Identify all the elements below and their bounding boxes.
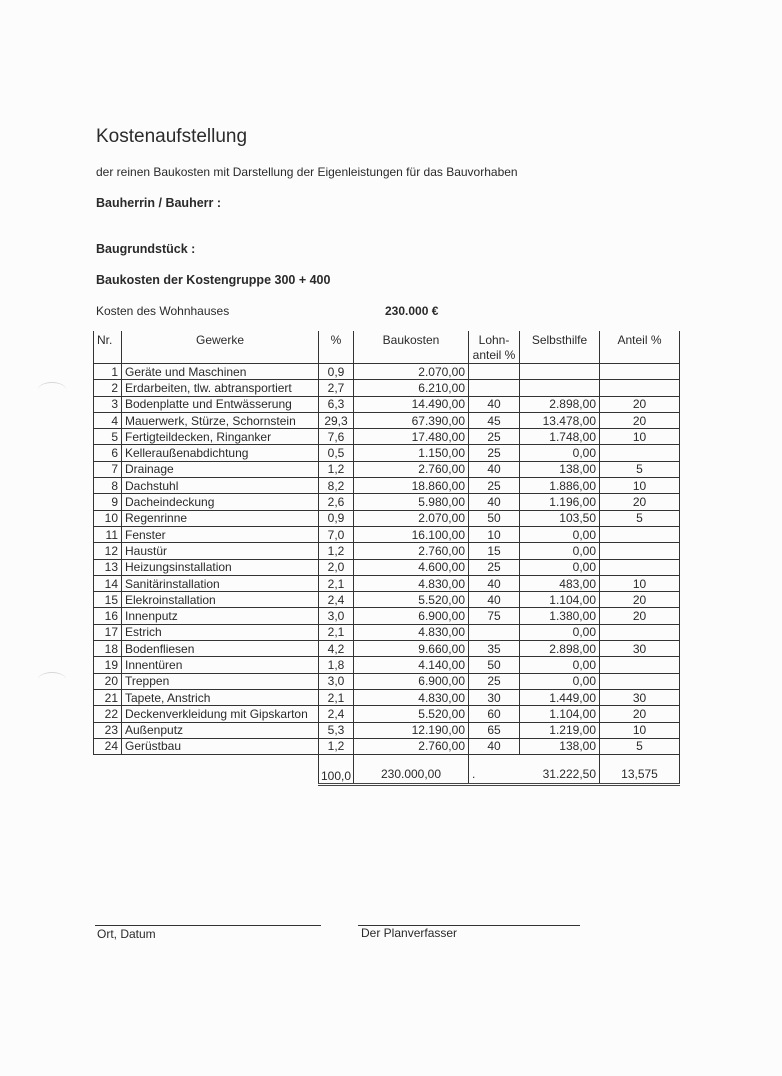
row-gewerk: Fertigteildecken, Ringanker bbox=[122, 429, 319, 445]
row-anteil: 20 bbox=[600, 592, 680, 608]
row-selbsthilfe: 1.104,00 bbox=[520, 592, 600, 608]
table-row bbox=[94, 429, 680, 445]
signature-label-planner: Der Planverfasser bbox=[361, 926, 458, 940]
table-body bbox=[94, 364, 680, 755]
row-baukosten: 9.660,00 bbox=[354, 641, 469, 657]
row-nr: 14 bbox=[94, 575, 122, 591]
row-anteil bbox=[600, 445, 680, 461]
row-lohnanteil: 25 bbox=[469, 429, 520, 445]
row-baukosten: 5.520,00 bbox=[354, 706, 469, 722]
row-gewerk: Gerüstbau bbox=[122, 738, 319, 754]
table-row bbox=[94, 494, 680, 510]
row-pct: 2,1 bbox=[319, 575, 354, 591]
row-pct: 0,5 bbox=[319, 445, 354, 461]
row-lohnanteil: 40 bbox=[469, 494, 520, 510]
row-lohnanteil: 40 bbox=[469, 461, 520, 477]
row-lohnanteil: 65 bbox=[469, 722, 520, 738]
row-baukosten: 67.390,00 bbox=[354, 412, 469, 428]
row-selbsthilfe: 1.886,00 bbox=[520, 478, 600, 494]
row-gewerk: Dacheindeckung bbox=[122, 494, 319, 510]
row-pct: 2,1 bbox=[319, 624, 354, 640]
row-gewerk: Haustür bbox=[122, 543, 319, 559]
row-gewerk: Drainage bbox=[122, 461, 319, 477]
table-row bbox=[94, 689, 680, 705]
row-nr: 4 bbox=[94, 412, 122, 428]
punch-hole-mark bbox=[38, 382, 66, 397]
header-lohnanteil: Lohn- anteil % bbox=[469, 331, 520, 364]
total-baukosten: 230.000,00 bbox=[354, 755, 469, 785]
row-anteil bbox=[600, 673, 680, 689]
row-nr: 10 bbox=[94, 510, 122, 526]
row-pct: 2,4 bbox=[319, 706, 354, 722]
row-pct: 6,3 bbox=[319, 396, 354, 412]
row-baukosten: 5.520,00 bbox=[354, 592, 469, 608]
total-anteil: 13,575 bbox=[600, 755, 680, 785]
house-cost-label: Kosten des Wohnhauses bbox=[96, 304, 230, 318]
row-nr: 22 bbox=[94, 706, 122, 722]
table-row bbox=[94, 722, 680, 738]
row-selbsthilfe: 2.898,00 bbox=[520, 641, 600, 657]
row-anteil bbox=[600, 543, 680, 559]
row-selbsthilfe: 1.219,00 bbox=[520, 722, 600, 738]
row-anteil: 5 bbox=[600, 510, 680, 526]
row-selbsthilfe: 0,00 bbox=[520, 526, 600, 542]
row-selbsthilfe: 1.449,00 bbox=[520, 689, 600, 705]
table-row bbox=[94, 396, 680, 412]
row-gewerk: Kelleraußenabdichtung bbox=[122, 445, 319, 461]
row-baukosten: 4.140,00 bbox=[354, 657, 469, 673]
signature-label-place-date: Ort, Datum bbox=[97, 927, 156, 941]
row-nr: 20 bbox=[94, 673, 122, 689]
table-row bbox=[94, 559, 680, 575]
header-pct: % bbox=[319, 331, 354, 364]
row-selbsthilfe: 0,00 bbox=[520, 657, 600, 673]
row-selbsthilfe: 483,00 bbox=[520, 575, 600, 591]
row-lohnanteil: 40 bbox=[469, 592, 520, 608]
row-selbsthilfe: 138,00 bbox=[520, 738, 600, 754]
row-anteil: 20 bbox=[600, 706, 680, 722]
row-baukosten: 2.760,00 bbox=[354, 543, 469, 559]
row-pct: 2,0 bbox=[319, 559, 354, 575]
row-anteil: 10 bbox=[600, 722, 680, 738]
row-nr: 2 bbox=[94, 380, 122, 396]
row-lohnanteil: 25 bbox=[469, 478, 520, 494]
header-gewerke: Gewerke bbox=[122, 331, 319, 364]
row-gewerk: Bodenplatte und Entwässerung bbox=[122, 396, 319, 412]
row-anteil: 5 bbox=[600, 738, 680, 754]
row-lohnanteil: 15 bbox=[469, 543, 520, 559]
row-nr: 7 bbox=[94, 461, 122, 477]
row-baukosten: 1.150,00 bbox=[354, 445, 469, 461]
row-pct: 2,7 bbox=[319, 380, 354, 396]
row-baukosten: 12.190,00 bbox=[354, 722, 469, 738]
row-nr: 3 bbox=[94, 396, 122, 412]
header-anteil: Anteil % bbox=[600, 331, 680, 364]
row-pct: 3,0 bbox=[319, 673, 354, 689]
row-baukosten: 18.860,00 bbox=[354, 478, 469, 494]
table-row bbox=[94, 364, 680, 380]
row-selbsthilfe: 138,00 bbox=[520, 461, 600, 477]
row-selbsthilfe: 0,00 bbox=[520, 559, 600, 575]
cost-table bbox=[93, 331, 680, 786]
cost-group-label: Baukosten der Kostengruppe 300 + 400 bbox=[96, 273, 331, 287]
row-anteil: 30 bbox=[600, 689, 680, 705]
row-nr: 24 bbox=[94, 738, 122, 754]
row-nr: 12 bbox=[94, 543, 122, 559]
row-lohnanteil: 45 bbox=[469, 412, 520, 428]
table-row bbox=[94, 706, 680, 722]
row-baukosten: 16.100,00 bbox=[354, 526, 469, 542]
table-row bbox=[94, 575, 680, 591]
row-pct: 1,2 bbox=[319, 738, 354, 754]
row-nr: 15 bbox=[94, 592, 122, 608]
row-gewerk: Dachstuhl bbox=[122, 478, 319, 494]
document-title: Kostenaufstellung bbox=[96, 126, 248, 147]
table-row bbox=[94, 510, 680, 526]
row-pct: 0,9 bbox=[319, 364, 354, 380]
row-gewerk: Heizungsinstallation bbox=[122, 559, 319, 575]
row-gewerk: Mauerwerk, Stürze, Schornstein bbox=[122, 412, 319, 428]
row-pct: 1,8 bbox=[319, 657, 354, 673]
row-pct: 1,2 bbox=[319, 461, 354, 477]
row-lohnanteil: 60 bbox=[469, 706, 520, 722]
signature-line-left bbox=[95, 925, 321, 926]
row-gewerk: Treppen bbox=[122, 673, 319, 689]
row-pct: 7,0 bbox=[319, 526, 354, 542]
row-lohnanteil: 75 bbox=[469, 608, 520, 624]
header-baukosten: Baukosten bbox=[354, 331, 469, 364]
row-pct: 4,2 bbox=[319, 641, 354, 657]
table-row bbox=[94, 657, 680, 673]
row-lohnanteil: 50 bbox=[469, 657, 520, 673]
row-anteil: 20 bbox=[600, 494, 680, 510]
row-nr: 11 bbox=[94, 526, 122, 542]
punch-hole-mark bbox=[38, 672, 66, 687]
row-pct: 1,2 bbox=[319, 543, 354, 559]
row-nr: 17 bbox=[94, 624, 122, 640]
row-pct: 29,3 bbox=[319, 412, 354, 428]
row-lohnanteil: 25 bbox=[469, 673, 520, 689]
row-selbsthilfe bbox=[520, 380, 600, 396]
row-lohnanteil bbox=[469, 380, 520, 396]
row-gewerk: Regenrinne bbox=[122, 510, 319, 526]
row-pct: 8,2 bbox=[319, 478, 354, 494]
row-lohnanteil: 40 bbox=[469, 738, 520, 754]
row-lohnanteil: 25 bbox=[469, 445, 520, 461]
row-lohnanteil: 30 bbox=[469, 689, 520, 705]
row-lohnanteil bbox=[469, 364, 520, 380]
row-baukosten: 2.760,00 bbox=[354, 738, 469, 754]
row-selbsthilfe: 2.898,00 bbox=[520, 396, 600, 412]
row-pct: 0,9 bbox=[319, 510, 354, 526]
row-anteil bbox=[600, 657, 680, 673]
row-baukosten: 4.830,00 bbox=[354, 689, 469, 705]
row-lohnanteil: 25 bbox=[469, 559, 520, 575]
row-baukosten: 4.830,00 bbox=[354, 624, 469, 640]
row-baukosten: 4.600,00 bbox=[354, 559, 469, 575]
row-nr: 5 bbox=[94, 429, 122, 445]
row-nr: 9 bbox=[94, 494, 122, 510]
table-row bbox=[94, 461, 680, 477]
table-header-row bbox=[94, 331, 680, 364]
header-selbsthilfe: Selbsthilfe bbox=[520, 331, 600, 364]
row-pct: 7,6 bbox=[319, 429, 354, 445]
total-selbsthilfe: 31.222,50 bbox=[520, 755, 600, 785]
row-baukosten: 6.900,00 bbox=[354, 673, 469, 689]
row-nr: 16 bbox=[94, 608, 122, 624]
row-anteil: 10 bbox=[600, 575, 680, 591]
row-lohnanteil: 10 bbox=[469, 526, 520, 542]
row-anteil: 5 bbox=[600, 461, 680, 477]
row-pct: 2,6 bbox=[319, 494, 354, 510]
row-selbsthilfe: 1.380,00 bbox=[520, 608, 600, 624]
row-gewerk: Tapete, Anstrich bbox=[122, 689, 319, 705]
row-selbsthilfe: 1.196,00 bbox=[520, 494, 600, 510]
row-anteil bbox=[600, 526, 680, 542]
row-lohnanteil bbox=[469, 624, 520, 640]
table-row bbox=[94, 526, 680, 542]
row-pct: 3,0 bbox=[319, 608, 354, 624]
document-subtitle: der reinen Baukosten mit Darstellung der Eigenleistungen für das Bauvorhaben bbox=[96, 165, 518, 179]
row-baukosten: 5.980,00 bbox=[354, 494, 469, 510]
house-cost-value: 230.000 € bbox=[385, 304, 439, 318]
row-gewerk: Bodenfliesen bbox=[122, 641, 319, 657]
row-selbsthilfe: 0,00 bbox=[520, 624, 600, 640]
row-anteil bbox=[600, 624, 680, 640]
row-pct: 5,3 bbox=[319, 722, 354, 738]
row-gewerk: Elekroinstallation bbox=[122, 592, 319, 608]
row-baukosten: 2.070,00 bbox=[354, 510, 469, 526]
row-selbsthilfe: 0,00 bbox=[520, 543, 600, 559]
row-selbsthilfe: 1.104,00 bbox=[520, 706, 600, 722]
row-anteil: 20 bbox=[600, 396, 680, 412]
row-anteil bbox=[600, 380, 680, 396]
total-lohn: . bbox=[469, 755, 520, 785]
table-row bbox=[94, 445, 680, 461]
row-anteil: 10 bbox=[600, 478, 680, 494]
table-row bbox=[94, 478, 680, 494]
table-row bbox=[94, 608, 680, 624]
row-lohnanteil: 50 bbox=[469, 510, 520, 526]
row-anteil: 10 bbox=[600, 429, 680, 445]
row-gewerk: Innenputz bbox=[122, 608, 319, 624]
table-row bbox=[94, 641, 680, 657]
row-baukosten: 14.490,00 bbox=[354, 396, 469, 412]
row-gewerk: Geräte und Maschinen bbox=[122, 364, 319, 380]
row-anteil bbox=[600, 364, 680, 380]
row-anteil: 20 bbox=[600, 412, 680, 428]
table-row bbox=[94, 380, 680, 396]
plot-label: Baugrundstück : bbox=[96, 242, 196, 256]
total-pct: 100,0 bbox=[319, 755, 354, 785]
table-row bbox=[94, 592, 680, 608]
row-gewerk: Estrich bbox=[122, 624, 319, 640]
row-nr: 18 bbox=[94, 641, 122, 657]
row-pct: 2,1 bbox=[319, 689, 354, 705]
table-row bbox=[94, 543, 680, 559]
row-baukosten: 2.760,00 bbox=[354, 461, 469, 477]
row-selbsthilfe: 103,50 bbox=[520, 510, 600, 526]
row-anteil: 20 bbox=[600, 608, 680, 624]
row-baukosten: 17.480,00 bbox=[354, 429, 469, 445]
row-lohnanteil: 35 bbox=[469, 641, 520, 657]
row-gewerk: Erdarbeiten, tlw. abtransportiert bbox=[122, 380, 319, 396]
row-selbsthilfe: 13.478,00 bbox=[520, 412, 600, 428]
row-nr: 8 bbox=[94, 478, 122, 494]
row-anteil: 30 bbox=[600, 641, 680, 657]
row-selbsthilfe: 0,00 bbox=[520, 673, 600, 689]
row-baukosten: 6.900,00 bbox=[354, 608, 469, 624]
row-lohnanteil: 40 bbox=[469, 396, 520, 412]
row-anteil bbox=[600, 559, 680, 575]
table-row bbox=[94, 412, 680, 428]
row-gewerk: Außenputz bbox=[122, 722, 319, 738]
row-gewerk: Sanitärinstallation bbox=[122, 575, 319, 591]
table-row bbox=[94, 673, 680, 689]
row-nr: 6 bbox=[94, 445, 122, 461]
row-gewerk: Deckenverkleidung mit Gipskarton bbox=[122, 706, 319, 722]
row-nr: 23 bbox=[94, 722, 122, 738]
row-nr: 1 bbox=[94, 364, 122, 380]
row-baukosten: 6.210,00 bbox=[354, 380, 469, 396]
owner-label: Bauherrin / Bauherr : bbox=[96, 196, 222, 210]
row-gewerk: Innentüren bbox=[122, 657, 319, 673]
row-selbsthilfe: 0,00 bbox=[520, 445, 600, 461]
header-nr: Nr. bbox=[94, 331, 122, 364]
row-nr: 19 bbox=[94, 657, 122, 673]
row-nr: 21 bbox=[94, 689, 122, 705]
row-baukosten: 4.830,00 bbox=[354, 575, 469, 591]
table-row bbox=[94, 624, 680, 640]
row-baukosten: 2.070,00 bbox=[354, 364, 469, 380]
row-nr: 13 bbox=[94, 559, 122, 575]
row-selbsthilfe: 1.748,00 bbox=[520, 429, 600, 445]
row-gewerk: Fenster bbox=[122, 526, 319, 542]
table-row bbox=[94, 738, 680, 754]
row-lohnanteil: 40 bbox=[469, 575, 520, 591]
totals-row bbox=[94, 755, 680, 785]
row-pct: 2,4 bbox=[319, 592, 354, 608]
row-selbsthilfe bbox=[520, 364, 600, 380]
